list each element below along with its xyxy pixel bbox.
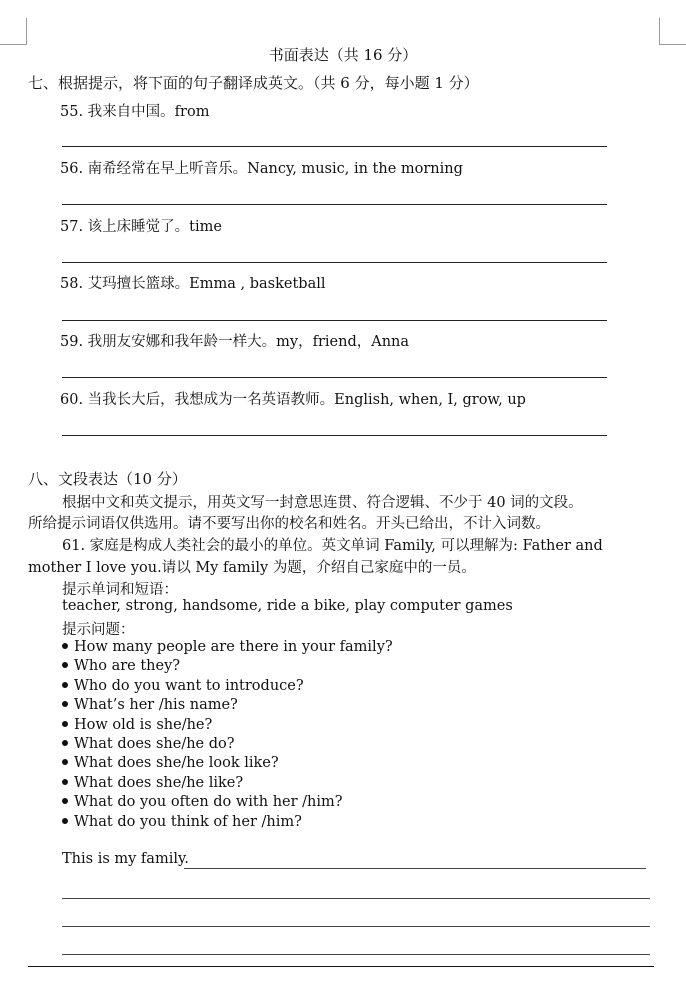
answer-line-55[interactable] (62, 146, 607, 147)
instruction-line-2: 所给提示词语仅供选用。请不要写出你的校名和姓名。开头已给出，不计入词数。 (28, 516, 550, 532)
bullet-icon (62, 682, 68, 688)
bullet-icon (62, 740, 68, 746)
question-number: 58. (60, 276, 84, 292)
answer-line-58[interactable] (62, 320, 607, 321)
answer-line-57[interactable] (62, 262, 607, 263)
bullet-icon (62, 798, 68, 804)
question-60 (60, 388, 526, 409)
list-item: How old is she/he? (62, 716, 393, 735)
corner-mark-top-left (0, 18, 27, 45)
question-text: 我来自中国。from (87, 104, 210, 120)
bullet-icon (62, 818, 68, 824)
bullet-icon (62, 701, 68, 707)
question-61-line-2: mother I love you.请以 My family 为题，介绍自己家庭中的一员。 (28, 560, 476, 576)
question-58 (60, 272, 326, 293)
list-item: Who are they? (62, 657, 393, 676)
writing-line-4[interactable] (62, 954, 650, 955)
question-text: 南希经常在早上听音乐。Nancy, music, in the morning (87, 161, 463, 177)
hint-questions-label: 提示问题： (62, 622, 135, 638)
page-title: 书面表达（共 16 分） (268, 46, 418, 64)
list-item: What does she/he look like? (62, 754, 393, 773)
question-55 (60, 100, 209, 121)
bullet-icon (62, 759, 68, 765)
writing-line-1[interactable] (184, 868, 646, 869)
hint-words: teacher, strong, handsome, ride a bike, play computer games (62, 598, 513, 614)
question-number: 60. (60, 392, 84, 408)
page-bottom-rule (28, 966, 654, 967)
bullet-icon (62, 662, 68, 668)
question-text: 艾玛擅长篮球。Emma , basketball (87, 276, 326, 292)
writing-line-3[interactable] (62, 926, 650, 927)
question-number: 56. (60, 161, 84, 177)
question-59 (60, 330, 409, 351)
question-61-line-1: 61. 家庭是构成人类社会的最小的单位。英文单词 Family, 可以理解为: Father and (62, 538, 603, 554)
question-text: 该上床睡觉了。time (87, 219, 222, 235)
list-item: Who do you want to introduce? (62, 677, 393, 696)
bullet-icon (62, 779, 68, 785)
list-item: What does she/he like? (62, 774, 393, 793)
section7-heading: 七、根据提示，将下面的句子翻译成英文。（共 6 分，每小题 1 分） (28, 74, 479, 92)
essay-opening: This is my family. (62, 851, 189, 867)
list-item: What does she/he do? (62, 735, 393, 754)
question-number: 57. (60, 219, 84, 235)
hint-questions-list (62, 638, 393, 832)
question-57 (60, 215, 222, 236)
section8-heading: 八、文段表达（10 分） (28, 470, 187, 488)
hint-words-label: 提示单词和短语： (62, 582, 178, 598)
answer-line-59[interactable] (62, 377, 607, 378)
writing-line-2[interactable] (62, 898, 650, 899)
question-number: 55. (60, 104, 84, 120)
instruction-line-1: 根据中文和英文提示，用英文写一封意思连贯、符合逻辑、不少于 40 词的文段。 (62, 495, 583, 511)
question-number: 59. (60, 334, 84, 350)
bullet-icon (62, 643, 68, 649)
list-item: What do you think of her /him? (62, 813, 393, 832)
answer-line-60[interactable] (62, 435, 607, 436)
list-item: How many people are there in your family? (62, 638, 393, 657)
question-56 (60, 157, 463, 178)
question-text: 我朋友安娜和我年龄一样大。my，friend，Anna (87, 334, 410, 350)
answer-line-56[interactable] (62, 204, 607, 205)
list-item: What’s her /his name? (62, 696, 393, 715)
corner-mark-top-right (659, 18, 686, 45)
bullet-icon (62, 721, 68, 727)
question-text: 当我长大后，我想成为一名英语教师。English, when, I, grow, up (87, 392, 526, 408)
list-item: What do you often do with her /him? (62, 793, 393, 812)
